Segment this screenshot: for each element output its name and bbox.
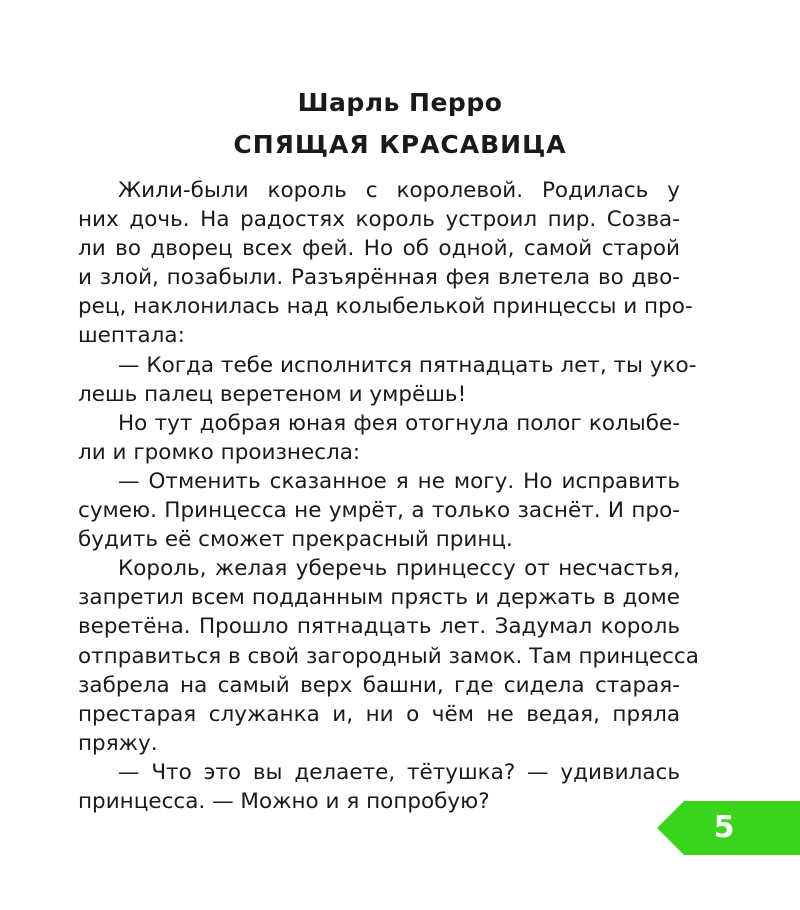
story-text (78, 176, 699, 816)
text-line: запретил всем подданным прясть и держать в доме (78, 585, 680, 611)
text-line: забрела на самый верх башни, где сидела старая- (78, 672, 680, 698)
text-line: лешь палец веретеном и умрёшь! (78, 381, 467, 407)
text-line: будить её сможет прекрасный принц. (78, 527, 513, 553)
text-line: отправиться в свой загородный замок. Там принцесса (78, 643, 699, 669)
text-line: шептала: (78, 323, 185, 349)
text-line: Но тут добрая юная фея отогнула полог колыбе- (118, 410, 680, 436)
text-line: них дочь. На радостях король устроил пир. Созва- (78, 207, 680, 233)
story-title: СПЯЩАЯ КРАСАВИЦА (233, 130, 567, 159)
text-line: престарая служанка и, ни о чём не ведая, пряла (78, 701, 680, 727)
text-line: Жили-были король с королевой. Родилась у (118, 178, 680, 203)
text-line: — Когда тебе исполнится пятнадцать лет, ты уко- (118, 352, 697, 378)
text-line: принцесса. — Можно и я попробую? (78, 788, 490, 814)
text-line: ли и громко произнесла: (78, 439, 361, 465)
text-line: — Что это вы делаете, тётушка? — удивилась (118, 759, 680, 785)
text-line: Король, желая уберечь принцессу от несчастья, (118, 556, 680, 582)
text-line: и злой, позабыли. Разъярённая фея влетела во дво- (78, 265, 680, 291)
text-line: — Отменить сказанное я не могу. Но исправить (118, 468, 680, 494)
text-line: сумею. Принцесса не умрёт, а только заснёт. И про- (78, 498, 680, 524)
page-number: 5 (713, 810, 735, 845)
text-line: ли во дворец всех фей. Но об одной, самой старой (78, 236, 680, 262)
text-line: рец, наклонилась над колыбелькой принцессы и про- (78, 294, 693, 320)
text-line: пряжу. (78, 730, 158, 756)
text-line: веретёна. Прошло пятнадцать лет. Задумал король (78, 614, 680, 640)
author-name: Шарль Перро (297, 88, 503, 117)
